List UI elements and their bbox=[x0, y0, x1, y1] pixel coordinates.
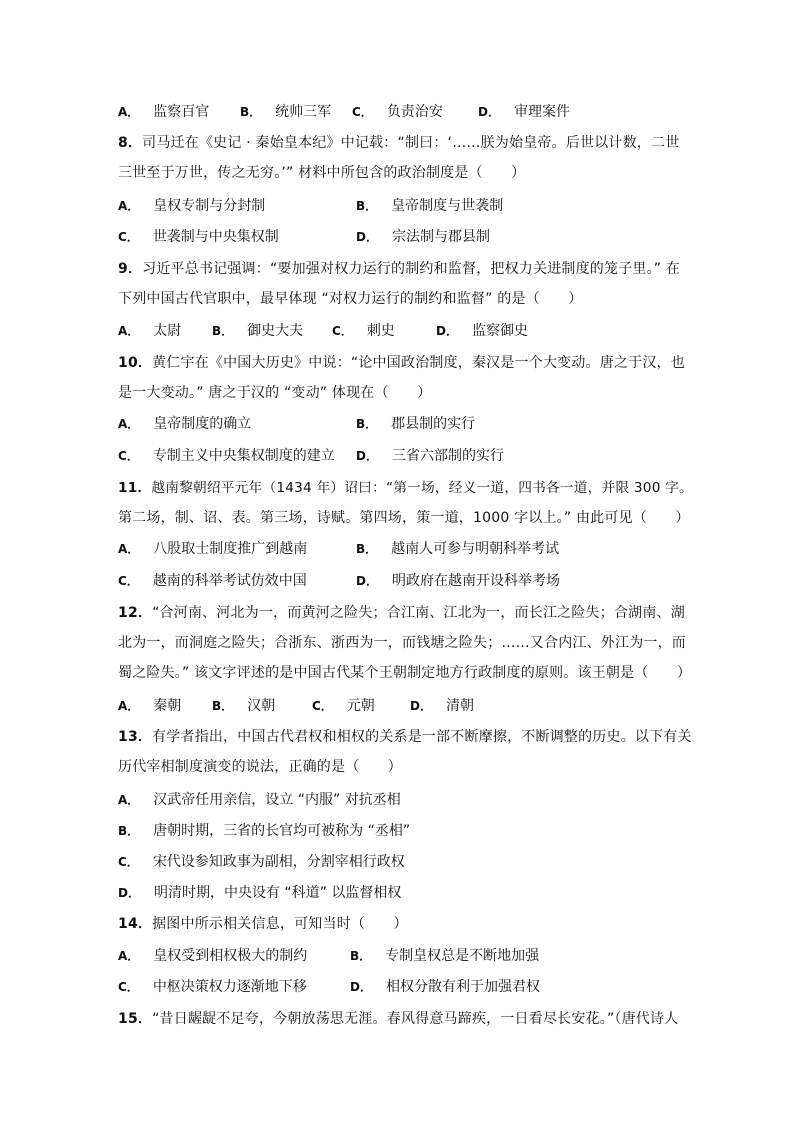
q13-stem-line-1: 13．有学者指出，中国古代君权和相权的关系是一部不断摩擦，不断调整的历史。以下有关 bbox=[118, 729, 692, 745]
q15-stem-line-1: 15．“昔日龌龊不足夸，今朝放荡思无涯。春风得意马蹄疾，一日看尽长安花。”（唐代诗人 bbox=[118, 1011, 679, 1027]
q13-stem-line-2: 历代宰相制度演变的说法，正确的是（ ） bbox=[118, 759, 402, 775]
q14-stem-line-1: 14．据图中所示相关信息，可知当时（ ） bbox=[118, 916, 408, 932]
q7-option-d[interactable]: D． 审理案件 bbox=[478, 104, 570, 120]
q10-option-a[interactable]: A． 皇帝制度的确立 bbox=[118, 416, 252, 432]
q11-option-a[interactable]: A． 八股取士制度推广到越南 bbox=[118, 541, 308, 557]
q9-option-a[interactable]: A． 太尉 bbox=[118, 323, 182, 339]
q9-option-b[interactable]: B． 御史大夫 bbox=[212, 323, 304, 339]
q11-option-d[interactable]: D． 明政府在越南开设科举考场 bbox=[356, 573, 560, 589]
q14-option-d[interactable]: D． 相权分散有利于加强君权 bbox=[350, 979, 540, 995]
q12-stem-line-1: 12．“合河南、河北为一，而黄河之险失；合江南、江北为一，而长江之险失；合湖南、湖 bbox=[118, 605, 685, 621]
q10-stem-line-1: 10．黄仁宇在《中国大历史》中说：“论中国政治制度，秦汉是一个大变动。唐之于汉，也 bbox=[118, 355, 685, 371]
q13-option-a[interactable]: A． 汉武帝任用亲信，设立 “内服” 对抗丞相 bbox=[118, 792, 401, 808]
q10-stem-line-2: 是一大变动。” 唐之于汉的 “变动” 体现在（ ） bbox=[118, 385, 432, 401]
q12-option-d[interactable]: D． 清朝 bbox=[410, 698, 474, 714]
q12-stem-line-3: 蜀之险失。” 该文字评述的是中国古代某个王朝制定地方行政制度的原则。该王朝是（ ） bbox=[118, 665, 692, 681]
q12-option-b[interactable]: B． 汉朝 bbox=[212, 698, 276, 714]
q8-stem-line-2: 三世至于万世，传之无穷。’” 材料中所包含的政治制度是（ ） bbox=[118, 165, 526, 181]
q14-option-c[interactable]: C． 中枢决策权力逐渐地下移 bbox=[118, 979, 307, 995]
q7-option-c[interactable]: C． 负责治安 bbox=[352, 104, 443, 120]
q11-stem-line-1: 11．越南黎朝绍平元年（1434 年）诏曰：“第一场，经义一道，四书各一道，并限 300 字。 bbox=[118, 480, 693, 496]
q13-option-b[interactable]: B． 唐朝时期，三省的长官均可被称为 “丞相” bbox=[118, 823, 411, 839]
q10-option-c[interactable]: C． 专制主义中央集权制度的建立 bbox=[118, 448, 335, 464]
q10-option-b[interactable]: B． 郡县制的实行 bbox=[356, 416, 476, 432]
q12-option-c[interactable]: C． 元朝 bbox=[312, 698, 375, 714]
q11-option-b[interactable]: B． 越南人可参与明朝科举考试 bbox=[356, 541, 560, 557]
q8-stem-line-1: 8．司马迁在《史记 · 秦始皇本纪》中记载：“制曰：‘……朕为始皇帝。后世以计数，二世 bbox=[118, 135, 680, 151]
q14-option-a[interactable]: A． 皇权受到相权极大的制约 bbox=[118, 948, 308, 964]
q7-option-b[interactable]: B． 统帅三军 bbox=[240, 104, 332, 120]
q13-option-d[interactable]: D． 明清时期，中央设有 “科道” 以监督相权 bbox=[118, 885, 402, 901]
q8-option-b[interactable]: B． 皇帝制度与世袭制 bbox=[356, 198, 504, 214]
q8-option-d[interactable]: D． 宗法制与郡县制 bbox=[356, 229, 490, 245]
q14-option-b[interactable]: B． 专制皇权总是不断地加强 bbox=[350, 948, 540, 964]
q11-option-c[interactable]: C． 越南的科举考试仿效中国 bbox=[118, 573, 307, 589]
q13-option-c[interactable]: C． 宋代设参知政事为副相，分割宰相行政权 bbox=[118, 854, 405, 870]
q8-option-c[interactable]: C． 世袭制与中央集权制 bbox=[118, 229, 279, 245]
q9-stem-line-1: 9．习近平总书记强调：“要加强对权力运行的制约和监督，把权力关进制度的笼子里。” 在 bbox=[118, 261, 681, 277]
q11-stem-line-2: 第二场，制、诏、表。第三场，诗赋。第四场，策一道，1000 字以上。” 由此可见（ ） bbox=[118, 510, 690, 526]
q10-option-d[interactable]: D． 三省六部制的实行 bbox=[356, 448, 504, 464]
q12-option-a[interactable]: A． 秦朝 bbox=[118, 698, 182, 714]
q9-option-d[interactable]: D． 监察御史 bbox=[436, 323, 528, 339]
q8-option-a[interactable]: A． 皇权专制与分封制 bbox=[118, 198, 266, 214]
q12-stem-line-2: 北为一，而洞庭之险失；合浙东、浙西为一，而钱塘之险失；……又合内江、外江为一，而 bbox=[118, 635, 686, 651]
q9-option-c[interactable]: C． 刺史 bbox=[332, 323, 395, 339]
q9-stem-line-2: 下列中国古代官职中，最早体现 “对权力运行的制约和监督” 的是（ ） bbox=[118, 291, 583, 307]
q7-option-a[interactable]: A． 监察百官 bbox=[118, 104, 210, 120]
